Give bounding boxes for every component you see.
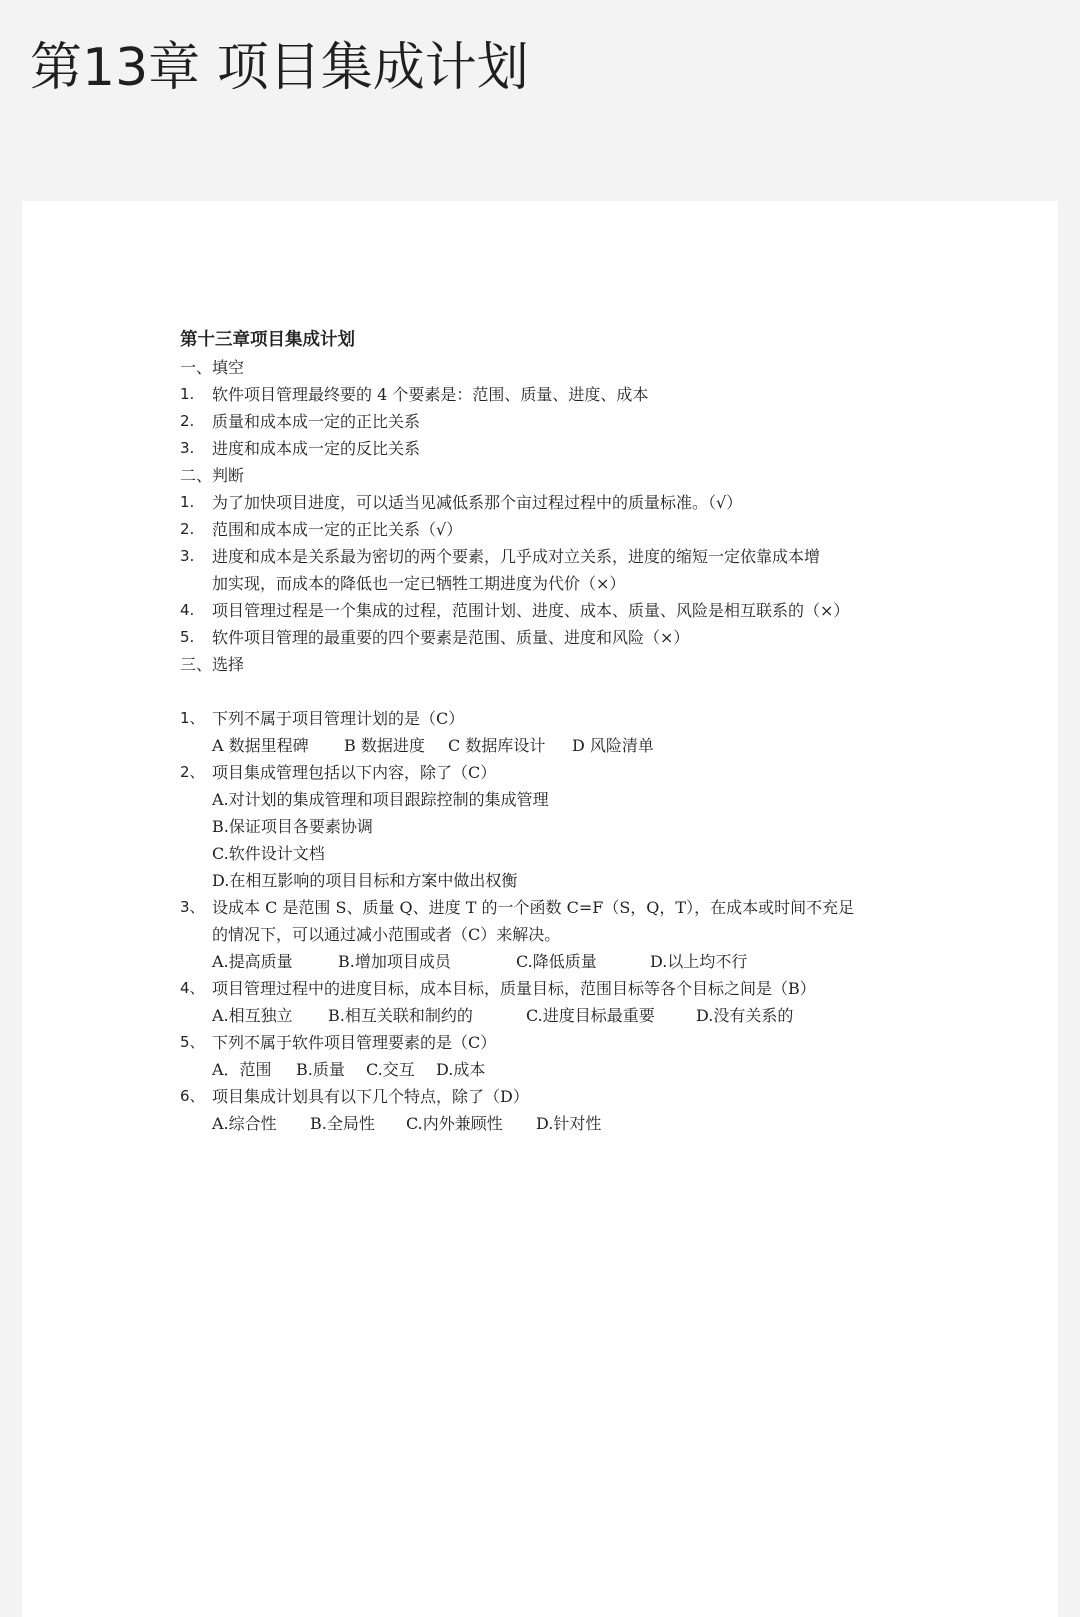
item-number: 3. bbox=[180, 547, 195, 565]
judge-item-3 bbox=[180, 543, 950, 570]
item-text: 项目管理过程是一个集成的过程，范围计划、进度、成本、质量、风险是相互联系的（×） bbox=[212, 601, 850, 620]
option: D.在相互影响的项目目标和方案中做出权衡 bbox=[212, 871, 518, 890]
option: B 数据进度 bbox=[344, 736, 425, 755]
option: A.对计划的集成管理和项目跟踪控制的集成管理 bbox=[212, 790, 549, 809]
option: A.综合性 bbox=[212, 1114, 277, 1133]
option: A．范围 bbox=[212, 1060, 272, 1079]
judge-item-3-continued bbox=[180, 570, 950, 597]
choice-question-4-options bbox=[180, 1002, 950, 1029]
item-text: 范围和成本成一定的正比关系（√） bbox=[212, 520, 463, 539]
option: A.相互独立 bbox=[212, 1006, 293, 1025]
section-choice-title: 三、选择 bbox=[180, 655, 245, 674]
option: B.保证项目各要素协调 bbox=[212, 817, 373, 836]
judge-item-4 bbox=[180, 597, 950, 624]
option: B.质量 bbox=[296, 1060, 345, 1079]
choice-question-3-options bbox=[180, 948, 950, 975]
option: D.针对性 bbox=[536, 1114, 602, 1133]
option: D.没有关系的 bbox=[696, 1006, 794, 1025]
judge-item-2 bbox=[180, 516, 950, 543]
item-number: 4、 bbox=[180, 979, 205, 997]
item-text: 软件项目管理最终要的 4 个要素是：范围、质量、进度、成本 bbox=[212, 385, 649, 404]
option: C.降低质量 bbox=[516, 952, 597, 971]
question-text: 项目管理过程中的进度目标，成本目标，质量目标，范围目标等各个目标之间是（B） bbox=[212, 979, 816, 998]
item-number: 2. bbox=[180, 412, 195, 430]
option: C.交互 bbox=[366, 1060, 415, 1079]
item-number: 3. bbox=[180, 439, 195, 457]
choice-question-4 bbox=[180, 975, 950, 1002]
document-page bbox=[22, 201, 1058, 1617]
option: C.内外兼顾性 bbox=[406, 1114, 503, 1133]
item-number: 5. bbox=[180, 628, 195, 646]
item-text: 加实现，而成本的降低也一定已牺牲工期进度为代价（×） bbox=[212, 574, 626, 593]
item-text: 进度和成本成一定的反比关系 bbox=[212, 439, 421, 458]
fill-item-2 bbox=[180, 408, 950, 435]
item-number: 1、 bbox=[180, 709, 205, 727]
fill-item-3 bbox=[180, 435, 950, 462]
item-number: 2、 bbox=[180, 763, 205, 781]
item-number: 6、 bbox=[180, 1087, 205, 1105]
choice-question-6 bbox=[180, 1083, 950, 1110]
choice-question-2-option-d bbox=[180, 867, 950, 894]
question-text: 项目集成计划具有以下几个特点，除了（D） bbox=[212, 1087, 529, 1106]
option: B.全局性 bbox=[310, 1114, 375, 1133]
option: A 数据里程碑 bbox=[212, 736, 309, 755]
choice-question-5 bbox=[180, 1029, 950, 1056]
choice-question-2-option-b bbox=[180, 813, 950, 840]
document-heading: 第十三章项目集成计划 bbox=[180, 330, 355, 350]
option: C.进度目标最重要 bbox=[526, 1006, 655, 1025]
option: A.提高质量 bbox=[212, 952, 293, 971]
choice-question-2-option-a bbox=[180, 786, 950, 813]
choice-question-5-options bbox=[180, 1056, 950, 1083]
choice-question-3 bbox=[180, 894, 950, 921]
option: D.成本 bbox=[436, 1060, 486, 1079]
item-text: 为了加快项目进度，可以适当见减低系那个亩过程过程中的质量标准。（√） bbox=[212, 493, 743, 512]
option: D 风险清单 bbox=[572, 736, 654, 755]
choice-question-2 bbox=[180, 759, 950, 786]
document-body bbox=[180, 327, 950, 1137]
fill-item-1 bbox=[180, 381, 950, 408]
option: C 数据库设计 bbox=[448, 736, 546, 755]
judge-item-1 bbox=[180, 489, 950, 516]
choice-question-1 bbox=[180, 705, 950, 732]
item-number: 3、 bbox=[180, 898, 205, 916]
item-text: 软件项目管理的最重要的四个要素是范围、质量、进度和风险（×） bbox=[212, 628, 690, 647]
question-text: 下列不属于软件项目管理要素的是（C） bbox=[212, 1033, 497, 1052]
section-judge-title: 二、判断 bbox=[180, 466, 245, 485]
section-fill-in-title: 一、填空 bbox=[180, 358, 245, 377]
choice-question-2-option-c bbox=[180, 840, 950, 867]
option: D.以上均不行 bbox=[650, 952, 748, 971]
question-text: 的情况下，可以通过减小范围或者（C）来解决。 bbox=[212, 925, 561, 944]
option: C.软件设计文档 bbox=[212, 844, 325, 863]
option: B.增加项目成员 bbox=[338, 952, 451, 971]
question-text: 项目集成管理包括以下内容，除了（C） bbox=[212, 763, 497, 782]
choice-question-3-continued bbox=[180, 921, 950, 948]
choice-question-6-options bbox=[180, 1110, 950, 1137]
choice-question-1-options bbox=[180, 732, 950, 759]
option: B.相互关联和制约的 bbox=[328, 1006, 473, 1025]
question-text: 设成本 C 是范围 S、质量 Q、进度 T 的一个函数 C=F（S，Q，T），在成本或时间不充足 bbox=[212, 898, 855, 917]
item-text: 质量和成本成一定的正比关系 bbox=[212, 412, 421, 431]
item-text: 进度和成本是关系最为密切的两个要素，几乎成对立关系，进度的缩短一定依靠成本增 bbox=[212, 547, 821, 566]
question-text: 下列不属于项目管理计划的是（C） bbox=[212, 709, 465, 728]
item-number: 1. bbox=[180, 385, 195, 403]
item-number: 2. bbox=[180, 520, 195, 538]
item-number: 1. bbox=[180, 493, 195, 511]
page-title: 第13章 项目集成计划 bbox=[30, 38, 529, 98]
judge-item-5 bbox=[180, 624, 950, 651]
item-number: 4. bbox=[180, 601, 195, 619]
item-number: 5、 bbox=[180, 1033, 205, 1051]
spacer bbox=[180, 678, 950, 705]
